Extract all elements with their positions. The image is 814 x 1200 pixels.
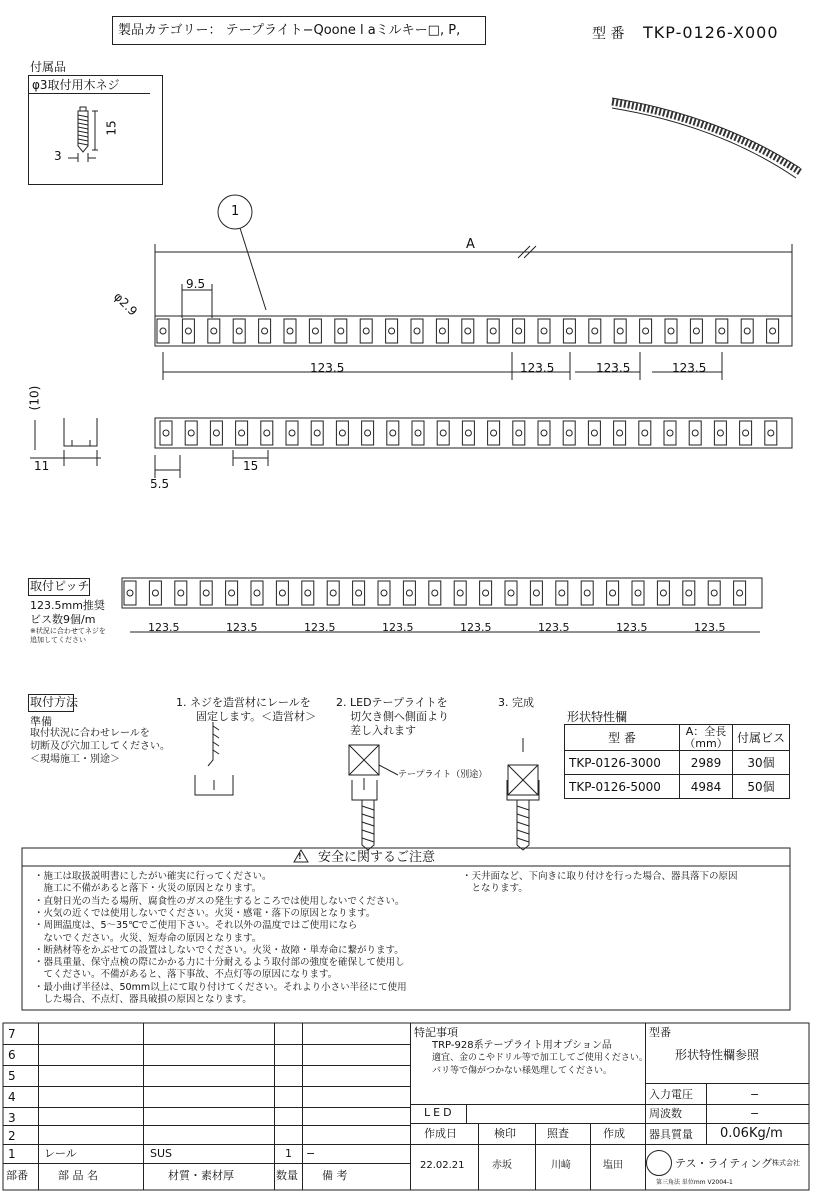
screw-hole [457, 590, 463, 596]
screw-hole [686, 590, 692, 596]
type-label: 型番 [649, 1026, 671, 1039]
weight-value: 0.06Kg/m [720, 1126, 783, 1141]
screw-hole [289, 430, 295, 436]
pitch-line1: 123.5mm推奨 [30, 599, 105, 612]
safety-item: ないでください。火災、短寿命の原因となります。 [34, 932, 262, 944]
frequency-value: − [750, 1107, 760, 1120]
drawing-footnote: 第三角法 単位mm V2004-1 [656, 1179, 733, 1186]
model-label: 型 番 [592, 26, 625, 42]
screw-icon [68, 107, 98, 162]
screw-hole [211, 328, 217, 334]
spec-header-length: A：全長 （mm） [680, 725, 733, 751]
screw-hole [440, 430, 446, 436]
voltage-value: − [750, 1088, 760, 1101]
rail-clips-row1 [157, 319, 779, 343]
notes-line-1: TRP-928系テープライト用オプション品 [432, 1040, 612, 1051]
table-line [466, 1104, 467, 1123]
screw-hole [414, 328, 420, 334]
pitch-line3: ※状況に合わせてネジを [30, 627, 106, 635]
screw-hole [719, 328, 725, 334]
row-number: 2 [8, 1129, 16, 1143]
screw-hole [239, 430, 245, 436]
table-line [38, 1023, 39, 1190]
table-line [3, 1125, 410, 1126]
table-line [3, 1044, 410, 1045]
screw-hole [287, 328, 293, 334]
pitch-line2: ビス数9個/m [30, 613, 96, 626]
dim-width: 11 [34, 459, 50, 473]
pitch-label: 123.5 [616, 621, 648, 634]
part-material: SUS [150, 1147, 173, 1160]
pitch-label: 123.5 [538, 621, 570, 634]
weight-label: 器具質量 [649, 1128, 693, 1141]
safety-item: した場合、不点灯、器具破損の原因となります。 [34, 994, 252, 1005]
screw-hole [642, 430, 648, 436]
table-line [645, 1104, 809, 1105]
led-label: LED [424, 1106, 455, 1119]
part-name: レール [44, 1147, 77, 1160]
company-logo-icon [646, 1150, 672, 1176]
screw-hole [152, 590, 158, 596]
screw-hole [365, 430, 371, 436]
approval-header-check: 検印 [494, 1127, 516, 1140]
table-line [302, 1023, 303, 1190]
screw-hole [744, 328, 750, 334]
safety-item: てください。不備があると、落下事故、不点灯等の原因になります。 [34, 969, 338, 981]
step2-drawing [349, 745, 398, 850]
screw-hole [584, 590, 590, 596]
screw-hole [635, 590, 641, 596]
prep-line-2: 切断及び穴加工してください。 [30, 741, 170, 752]
approval-header-date: 作成日 [424, 1127, 457, 1140]
screw-hole [483, 590, 489, 596]
table-line [590, 1123, 591, 1190]
screw-hole [693, 328, 699, 334]
screw-hole [566, 328, 572, 334]
screw-length-dim: 15 [104, 120, 119, 136]
screw-hole [381, 590, 387, 596]
approval-check: 赤坂 [492, 1160, 512, 1171]
screw-hole [305, 590, 311, 596]
safety-item: ・天井面など、下向きに取り付けを行った場合、器具落下の原因 [462, 871, 738, 882]
dim-gap-b: 5.5 [150, 477, 170, 491]
step2-line-1: 2. LEDテープライトを [336, 696, 448, 709]
dim-hole-label: φ2.9 [111, 289, 140, 319]
screw-hole [178, 590, 184, 596]
table-line [3, 1107, 410, 1108]
footer-note: 備 考 [322, 1169, 348, 1182]
warning-icon: ! [298, 852, 302, 861]
safety-item: 施工に不備があると落下・火災の原因となります。 [34, 883, 262, 895]
screw-hole [660, 590, 666, 596]
table-line [3, 1144, 410, 1145]
screw-hole [262, 328, 268, 334]
screw-hole [264, 430, 270, 436]
screw-hole [737, 590, 743, 596]
screw-hole [330, 590, 336, 596]
step2-note: テープライト（別途） [398, 770, 488, 780]
screw-hole [490, 328, 496, 334]
footer-no: 部番 [6, 1169, 28, 1182]
screw-hole [279, 590, 285, 596]
rail-clips-row3 [124, 581, 746, 605]
pitch-label: 123.5 [148, 621, 180, 634]
screw-hole [432, 590, 438, 596]
step3-drawing [507, 738, 539, 850]
table-line [706, 1083, 707, 1144]
screw-hole [236, 328, 242, 334]
spec-header-model: 型 番 [565, 725, 680, 751]
screw-hole [203, 590, 209, 596]
notes-line-2: 適宜、金のこやドリル等で加工してご使用ください。 [432, 1053, 648, 1063]
table-line [535, 1123, 536, 1190]
step2-line-3: 差し入れます [350, 724, 416, 737]
screw-hole [768, 430, 774, 436]
screw-hole [591, 430, 597, 436]
dim-pitch-d: 123.5 [672, 361, 707, 375]
company-name: テス・ライティング [675, 1157, 773, 1170]
screw-dia-dim: 3 [54, 149, 62, 163]
screw-hole [163, 430, 169, 436]
notes-title: 特記事項 [414, 1026, 458, 1039]
category-label: 製品カテゴリー： テープライト−Qoone l aミルキー□, P, [118, 23, 461, 38]
part-qty: 1 [285, 1147, 292, 1160]
footer-qty: 数量 [276, 1169, 298, 1182]
row-number: 4 [8, 1090, 16, 1104]
table-line [143, 1023, 144, 1190]
safety-item: ・最小曲げ半径は、50mm以上にて取り付けてください。それより小さい半径にて使用 [34, 981, 407, 993]
row-number: 6 [8, 1048, 16, 1062]
row-number: 7 [8, 1027, 16, 1041]
spec-table-title: 形状特性欄 [567, 710, 628, 724]
screw-hole [516, 430, 522, 436]
screw-hole [390, 430, 396, 436]
screw-hole [610, 590, 616, 596]
screw-hole [541, 430, 547, 436]
step1-drawing [195, 722, 233, 795]
safety-item: ・器具重量、保守点検の際にかかる力に十分耐えるよう取付部の強度を確保して使用し [34, 957, 405, 969]
screw-hole [566, 430, 572, 436]
callout-number: 1 [231, 204, 240, 219]
screw-hole [406, 590, 412, 596]
spec-row-1-model: TKP-0126-3000 [565, 751, 680, 775]
approval-review: 川﨑 [551, 1160, 571, 1171]
screw-hole [338, 328, 344, 334]
dim-total-label: A [466, 237, 475, 252]
screw-hole [617, 430, 623, 436]
screw-hole [415, 430, 421, 436]
prep-title: 準備 [30, 715, 52, 728]
dim-gap-a: 15 [243, 459, 259, 473]
footer-name: 部 品 名 [58, 1169, 98, 1182]
pitch-label: 123.5 [694, 621, 726, 634]
table-line [410, 1123, 645, 1124]
spec-table [564, 724, 790, 799]
table-line [3, 1163, 410, 1164]
notes-line-3: バリ等で傷がつかない様処理してください。 [432, 1066, 613, 1076]
table-line [274, 1023, 275, 1190]
table-line [645, 1144, 809, 1145]
model-value: TKP-0126-X000 [643, 23, 779, 42]
company-suffix: 株式会社 [772, 1159, 800, 1167]
safety-item: ・断熱材等をかぶせての設置はしないでください。火災・故障・単寿命に繋がります。 [34, 944, 404, 956]
pitch-label: 123.5 [304, 621, 336, 634]
spec-row-1-length: 2989 [680, 751, 733, 775]
screw-hole [692, 430, 698, 436]
table-line [3, 1065, 410, 1066]
table-line [645, 1083, 809, 1084]
screw-hole [188, 430, 194, 436]
safety-item: ・施工は取扱説明書にしたがい確実に行ってください。 [34, 871, 272, 882]
pitch-label: 123.5 [460, 621, 492, 634]
screw-hole [617, 328, 623, 334]
screw-hole [312, 328, 318, 334]
frequency-label: 周波数 [649, 1107, 682, 1120]
screw-hole [127, 590, 133, 596]
safety-item: ・周囲温度は、5〜35℃でご使用下さい。それ以外の温度ではご使用になら [34, 920, 358, 932]
screw-hole [229, 590, 235, 596]
screw-hole [465, 430, 471, 436]
spec-row-2-length: 4984 [680, 775, 733, 799]
screw-hole [465, 328, 471, 334]
screw-label: φ3取付用木ネジ [32, 78, 120, 92]
screw-hole [559, 590, 565, 596]
spec-row-2-model: TKP-0126-5000 [565, 775, 680, 799]
row-number: 5 [8, 1069, 16, 1083]
screw-hole [667, 430, 673, 436]
safety-item: ・火気の近くでは使用しないでください。火災・感電・落下の原因となります。 [34, 907, 376, 919]
row-number: 3 [8, 1111, 16, 1125]
step1-line-1: 1. ネジを造営材にレールを [176, 696, 311, 709]
screw-hole [533, 590, 539, 596]
screw-hole [314, 430, 320, 436]
screw-hole [356, 590, 362, 596]
pitch-label: 123.5 [226, 621, 258, 634]
pitch-line4: 追加してください [30, 636, 86, 644]
approval-date: 22.02.21 [420, 1160, 465, 1171]
screw-hole [439, 328, 445, 334]
screw-hole [213, 430, 219, 436]
dim-pitch-main: 123.5 [310, 361, 345, 375]
pitch-title: 取付ピッチ [30, 579, 90, 593]
step2-line-2: 切欠き側へ側面より [350, 710, 449, 723]
screw-hole [717, 430, 723, 436]
table-line [478, 1123, 479, 1190]
screw-hole [743, 430, 749, 436]
screw-hole [643, 328, 649, 334]
screw-hole [592, 328, 598, 334]
dim-pitch-b: 123.5 [520, 361, 555, 375]
accessory-title: 付属品 [30, 60, 67, 74]
approval-made: 塩田 [603, 1160, 623, 1171]
screw-hole [389, 328, 395, 334]
part-note: − [306, 1147, 316, 1160]
screw-hole [339, 430, 345, 436]
safety-item: となります。 [462, 883, 528, 895]
prep-line-3: ＜現場施工・別途＞ [30, 754, 120, 765]
safety-title: 安全に関するご注意 [318, 850, 436, 865]
spec-row-2-screws: 50個 [733, 775, 790, 799]
approval-header-review: 照査 [547, 1127, 569, 1140]
part-no: 1 [8, 1147, 16, 1161]
screw-hole [160, 328, 166, 334]
dim-pitch-small: 9.5 [186, 277, 206, 291]
table-line [410, 1104, 645, 1105]
spec-row-1-screws: 30個 [733, 751, 790, 775]
dim-height: (10) [27, 385, 42, 411]
step3-label: 3. 完成 [498, 696, 534, 709]
table-line [645, 1123, 809, 1124]
table-line [3, 1086, 410, 1087]
pitch-label: 123.5 [382, 621, 414, 634]
footer-material: 材質・素材厚 [168, 1169, 234, 1182]
safety-item: ・直射日光の当たる場所、腐食性のガスの発生するところでは使用しないでください。 [34, 895, 405, 907]
screw-hole [254, 590, 260, 596]
rail-clips-row2 [160, 421, 777, 445]
type-value: 形状特性欄参照 [675, 1048, 760, 1062]
table-line [410, 1023, 411, 1190]
screw-hole [185, 328, 191, 334]
dim-pitch-c: 123.5 [596, 361, 631, 375]
screw-hole [541, 328, 547, 334]
prep-line-1: 取付状況に合わせレールを [30, 728, 150, 739]
voltage-label: 入力電圧 [649, 1088, 693, 1101]
step1-line-2: 固定します。＜造営材＞ [196, 710, 317, 723]
screw-hole [668, 328, 674, 334]
approval-header-made: 作成 [603, 1127, 625, 1140]
screw-hole [516, 328, 522, 334]
spec-header-screws: 付属ビス [733, 725, 790, 751]
screw-hole [508, 590, 514, 596]
screw-hole [363, 328, 369, 334]
method-title: 取付方法 [30, 695, 79, 709]
table-line [410, 1144, 645, 1145]
screw-hole [770, 328, 776, 334]
screw-hole [491, 430, 497, 436]
screw-hole [711, 590, 717, 596]
